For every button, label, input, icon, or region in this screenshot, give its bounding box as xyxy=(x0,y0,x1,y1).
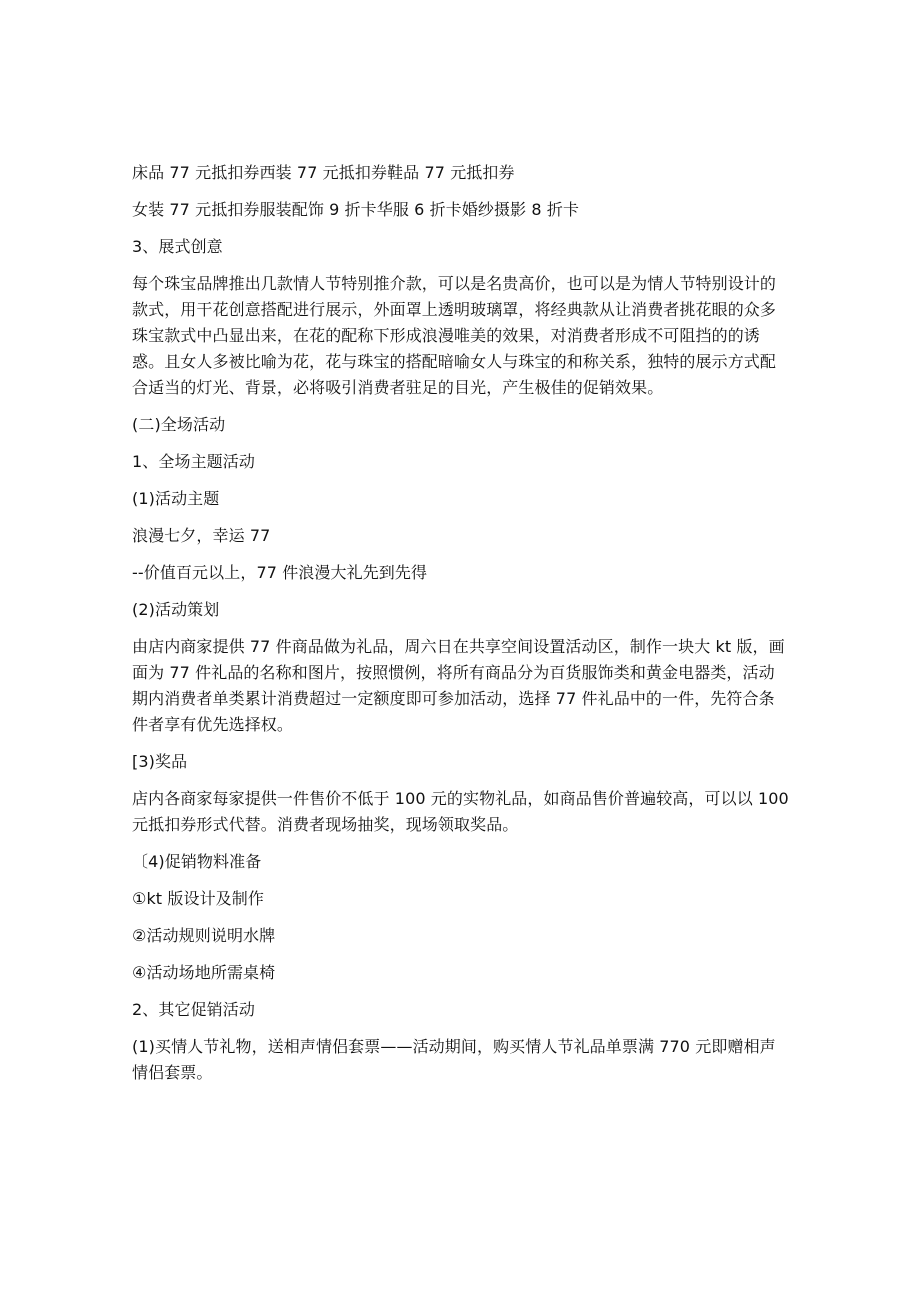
subheading-theme-activity: 1、全场主题活动 xyxy=(132,452,255,471)
display-creative-body: 每个珠宝品牌推出几款情人节特别推介款，可以是名贵高价，也可以是为情人节特别设计的款式，用干花创意搭配进行展示，外面罩上透明玻璃罩，将经典款从让消费者挑花眼的众多珠宝款式中凸显出来，在花的配称下形成浪漫唯美的效果，对消费者形成不可阻挡的的诱惑。且女人多被比喻为花，花与珠宝的搭配暗喻女人与珠宝的和称关系，独特的展示方式配合适当的灯光、背景，必将吸引消费者驻足的目光，产生极佳的促销效果。 xyxy=(132,274,777,397)
coupon-list-line-1: 床品 77 元抵扣券西装 77 元抵扣券鞋品 77 元抵扣券 xyxy=(132,163,515,182)
section-heading-display-creative: 3、展式创意 xyxy=(132,237,223,256)
item-heading-materials: 〔4)促销物料准备 xyxy=(132,852,262,871)
subheading-other-promotions: 2、其它促销活动 xyxy=(132,1000,255,1019)
materials-item-2: ②活动规则说明水牌 xyxy=(132,926,276,945)
document-page xyxy=(132,160,790,1097)
prizes-body: 店内各商家每家提供一件售价不低于 100 元的实物礼品，如商品售价普遍较高，可以以 100 元抵扣券形式代替。消费者现场抽奖，现场领取奖品。 xyxy=(132,789,789,834)
item-heading-activity-plan: (2)活动策划 xyxy=(132,600,220,619)
activity-plan-body: 由店内商家提供 77 件商品做为礼品，周六日在共享空间设置活动区，制作一块大 kt 版，画面为 77 件礼品的名称和图片，按照惯例，将所有商品分为百货服饰类和黄金电器类，活动期内消费者单类累计消费超过一定额度即可参加活动，选择 77 件礼品中的一件，先符合条件者享有优先选择权。 xyxy=(132,637,785,734)
item-heading-prizes: [3)奖品 xyxy=(132,752,188,771)
item-heading-activity-theme: (1)活动主题 xyxy=(132,489,220,508)
materials-item-3: ④活动场地所需桌椅 xyxy=(132,963,276,982)
other-promotion-item-1: (1)买情人节礼物，送相声情侣套票——活动期间，购买情人节礼品单票满 770 元即赠相声情侣套票。 xyxy=(132,1037,776,1082)
section-heading-store-wide: (二)全场活动 xyxy=(132,415,226,434)
theme-tagline: --价值百元以上，77 件浪漫大礼先到先得 xyxy=(132,563,428,582)
coupon-list-line-2: 女装 77 元抵扣券服装配饰 9 折卡华服 6 折卡婚纱摄影 8 折卡 xyxy=(132,200,580,219)
materials-item-1: ①kt 版设计及制作 xyxy=(132,889,264,908)
theme-slogan: 浪漫七夕，幸运 77 xyxy=(132,526,271,545)
